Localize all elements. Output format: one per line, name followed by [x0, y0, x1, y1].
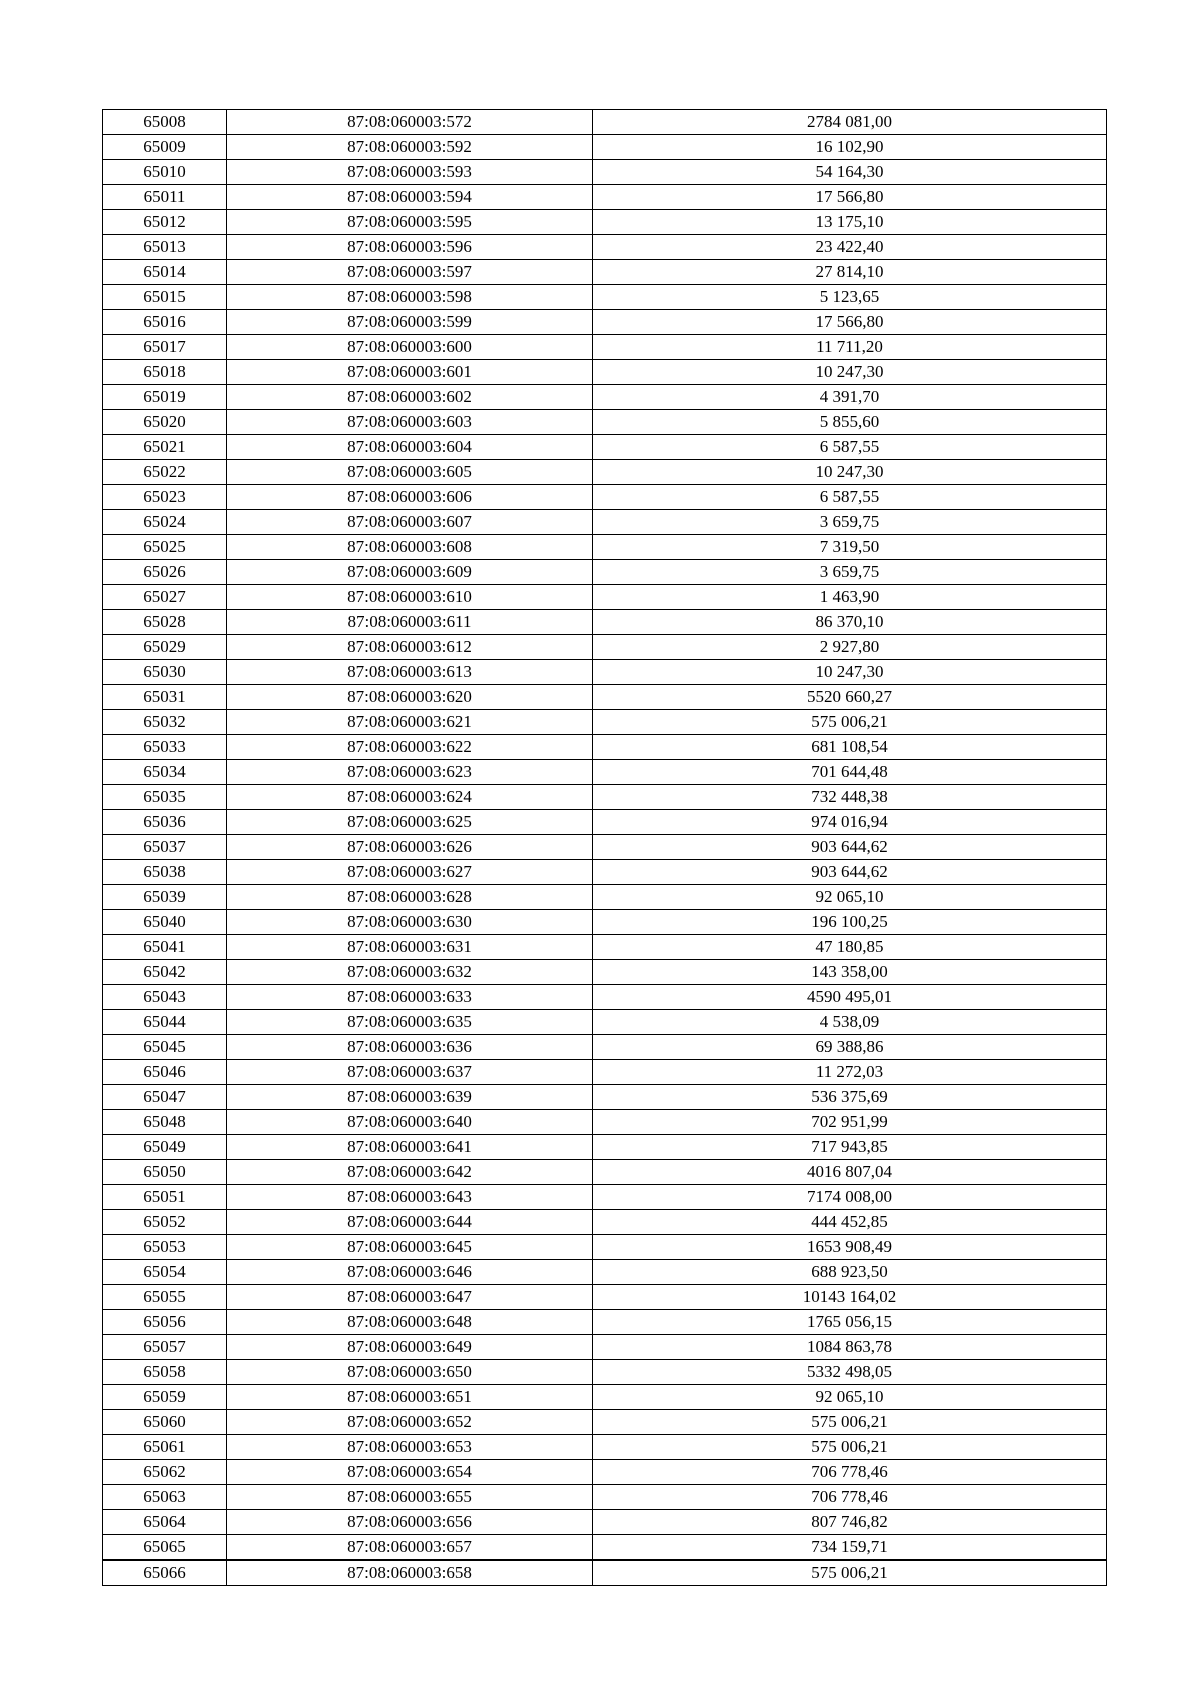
- cadastral-number-cell: 87:08:060003:646: [227, 1260, 593, 1285]
- table-row: [103, 1435, 1107, 1460]
- amount-cell: 4016 807,04: [593, 1160, 1107, 1185]
- amount-cell: 575 006,21: [593, 1410, 1107, 1435]
- table-row: [103, 810, 1107, 835]
- table-row: [103, 635, 1107, 660]
- row-number-cell: 65032: [103, 710, 227, 735]
- cadastral-number-cell: 87:08:060003:644: [227, 1210, 593, 1235]
- amount-cell: 1084 863,78: [593, 1335, 1107, 1360]
- amount-cell: 13 175,10: [593, 210, 1107, 235]
- row-number-cell: 65057: [103, 1335, 227, 1360]
- table-row: [103, 1535, 1107, 1561]
- row-number-cell: 65014: [103, 260, 227, 285]
- table-row: [103, 1160, 1107, 1185]
- cadastral-number-cell: 87:08:060003:642: [227, 1160, 593, 1185]
- row-number-cell: 65038: [103, 860, 227, 885]
- row-number-cell: 65010: [103, 160, 227, 185]
- amount-cell: 3 659,75: [593, 560, 1107, 585]
- amount-cell: 10 247,30: [593, 360, 1107, 385]
- row-number-cell: 65030: [103, 660, 227, 685]
- amount-cell: 702 951,99: [593, 1110, 1107, 1135]
- row-number-cell: 65052: [103, 1210, 227, 1235]
- cadastral-number-cell: 87:08:060003:626: [227, 835, 593, 860]
- cadastral-number-cell: 87:08:060003:633: [227, 985, 593, 1010]
- amount-cell: 688 923,50: [593, 1260, 1107, 1285]
- amount-cell: 1765 056,15: [593, 1310, 1107, 1335]
- cadastral-number-cell: 87:08:060003:606: [227, 485, 593, 510]
- table-row: [103, 210, 1107, 235]
- table-row: [103, 260, 1107, 285]
- row-number-cell: 65021: [103, 435, 227, 460]
- row-number-cell: 65012: [103, 210, 227, 235]
- amount-cell: 5332 498,05: [593, 1360, 1107, 1385]
- table-row: [103, 710, 1107, 735]
- row-number-cell: 65046: [103, 1060, 227, 1085]
- cadastral-number-cell: 87:08:060003:636: [227, 1035, 593, 1060]
- table-row: [103, 410, 1107, 435]
- row-number-cell: 65017: [103, 335, 227, 360]
- row-number-cell: 65028: [103, 610, 227, 635]
- row-number-cell: 65050: [103, 1160, 227, 1185]
- row-number-cell: 65053: [103, 1235, 227, 1260]
- cadastral-number-cell: 87:08:060003:624: [227, 785, 593, 810]
- row-number-cell: 65023: [103, 485, 227, 510]
- row-number-cell: 65020: [103, 410, 227, 435]
- amount-cell: 717 943,85: [593, 1135, 1107, 1160]
- cadastral-number-cell: 87:08:060003:641: [227, 1135, 593, 1160]
- row-number-cell: 65026: [103, 560, 227, 585]
- row-number-cell: 65055: [103, 1285, 227, 1310]
- cadastral-number-cell: 87:08:060003:594: [227, 185, 593, 210]
- table-row: [103, 1335, 1107, 1360]
- amount-cell: 47 180,85: [593, 935, 1107, 960]
- cadastral-number-cell: 87:08:060003:601: [227, 360, 593, 385]
- amount-cell: 11 711,20: [593, 335, 1107, 360]
- table-row: [103, 460, 1107, 485]
- table-row: [103, 360, 1107, 385]
- amount-cell: 4590 495,01: [593, 985, 1107, 1010]
- table-row: [103, 1310, 1107, 1335]
- cadastral-number-cell: 87:08:060003:608: [227, 535, 593, 560]
- table-row: [103, 560, 1107, 585]
- amount-cell: 69 388,86: [593, 1035, 1107, 1060]
- row-number-cell: 65013: [103, 235, 227, 260]
- cadastral-number-cell: 87:08:060003:595: [227, 210, 593, 235]
- row-number-cell: 65034: [103, 760, 227, 785]
- amount-cell: 16 102,90: [593, 135, 1107, 160]
- table-row: [103, 1460, 1107, 1485]
- row-number-cell: 65065: [103, 1535, 227, 1561]
- amount-cell: 4 538,09: [593, 1010, 1107, 1035]
- cadastral-number-cell: 87:08:060003:645: [227, 1235, 593, 1260]
- row-number-cell: 65062: [103, 1460, 227, 1485]
- cadastral-number-cell: 87:08:060003:654: [227, 1460, 593, 1485]
- table-row: [103, 885, 1107, 910]
- cadastral-number-cell: 87:08:060003:648: [227, 1310, 593, 1335]
- row-number-cell: 65015: [103, 285, 227, 310]
- cadastral-number-cell: 87:08:060003:627: [227, 860, 593, 885]
- amount-cell: 10 247,30: [593, 460, 1107, 485]
- row-number-cell: 65008: [103, 110, 227, 135]
- amount-cell: 143 358,00: [593, 960, 1107, 985]
- amount-cell: 536 375,69: [593, 1085, 1107, 1110]
- row-number-cell: 65027: [103, 585, 227, 610]
- cadastral-number-cell: 87:08:060003:631: [227, 935, 593, 960]
- cadastral-number-cell: 87:08:060003:604: [227, 435, 593, 460]
- table-row: [103, 335, 1107, 360]
- table-row: [103, 1235, 1107, 1260]
- row-number-cell: 65045: [103, 1035, 227, 1060]
- table-row: [103, 785, 1107, 810]
- cadastral-number-cell: 87:08:060003:596: [227, 235, 593, 260]
- row-number-cell: 65064: [103, 1510, 227, 1535]
- cadastral-number-cell: 87:08:060003:655: [227, 1485, 593, 1510]
- cadastral-number-cell: 87:08:060003:630: [227, 910, 593, 935]
- amount-cell: 5520 660,27: [593, 685, 1107, 710]
- table-row: [103, 1210, 1107, 1235]
- amount-cell: 706 778,46: [593, 1460, 1107, 1485]
- cadastral-number-cell: 87:08:060003:657: [227, 1535, 593, 1561]
- table-row: [103, 1410, 1107, 1435]
- row-number-cell: 65061: [103, 1435, 227, 1460]
- row-number-cell: 65019: [103, 385, 227, 410]
- table-row: [103, 185, 1107, 210]
- table-row: [103, 660, 1107, 685]
- row-number-cell: 65037: [103, 835, 227, 860]
- cadastral-number-cell: 87:08:060003:610: [227, 585, 593, 610]
- cadastral-number-cell: 87:08:060003:611: [227, 610, 593, 635]
- table-row: [103, 535, 1107, 560]
- row-number-cell: 65056: [103, 1310, 227, 1335]
- row-number-cell: 65031: [103, 685, 227, 710]
- amount-cell: 734 159,71: [593, 1535, 1107, 1561]
- cadastral-number-cell: 87:08:060003:649: [227, 1335, 593, 1360]
- table-row: [103, 285, 1107, 310]
- cadastral-number-cell: 87:08:060003:651: [227, 1385, 593, 1410]
- amount-cell: 27 814,10: [593, 260, 1107, 285]
- cadastral-number-cell: 87:08:060003:620: [227, 685, 593, 710]
- table-row: [103, 760, 1107, 785]
- cadastral-number-cell: 87:08:060003:622: [227, 735, 593, 760]
- table-row: [103, 1260, 1107, 1285]
- cadastral-number-cell: 87:08:060003:598: [227, 285, 593, 310]
- cadastral-number-cell: 87:08:060003:653: [227, 1435, 593, 1460]
- row-number-cell: 65018: [103, 360, 227, 385]
- amount-cell: 10 247,30: [593, 660, 1107, 685]
- row-number-cell: 65060: [103, 1410, 227, 1435]
- cadastral-number-cell: 87:08:060003:658: [227, 1560, 593, 1586]
- table-row: [103, 435, 1107, 460]
- row-number-cell: 65009: [103, 135, 227, 160]
- data-table: [102, 109, 1107, 1586]
- table-row: [103, 1510, 1107, 1535]
- amount-cell: 701 644,48: [593, 760, 1107, 785]
- table-row: [103, 1010, 1107, 1035]
- cadastral-number-cell: 87:08:060003:609: [227, 560, 593, 585]
- cadastral-number-cell: 87:08:060003:647: [227, 1285, 593, 1310]
- table-row: [103, 935, 1107, 960]
- amount-cell: 4 391,70: [593, 385, 1107, 410]
- row-number-cell: 65054: [103, 1260, 227, 1285]
- row-number-cell: 65047: [103, 1085, 227, 1110]
- cadastral-number-cell: 87:08:060003:621: [227, 710, 593, 735]
- table-row: [103, 160, 1107, 185]
- row-number-cell: 65063: [103, 1485, 227, 1510]
- cadastral-number-cell: 87:08:060003:640: [227, 1110, 593, 1135]
- cadastral-number-cell: 87:08:060003:637: [227, 1060, 593, 1085]
- cadastral-number-cell: 87:08:060003:603: [227, 410, 593, 435]
- table-row: [103, 735, 1107, 760]
- amount-cell: 2 927,80: [593, 635, 1107, 660]
- cadastral-number-cell: 87:08:060003:592: [227, 135, 593, 160]
- table-row: [103, 385, 1107, 410]
- amount-cell: 5 123,65: [593, 285, 1107, 310]
- row-number-cell: 65040: [103, 910, 227, 935]
- table-row: [103, 910, 1107, 935]
- amount-cell: 575 006,21: [593, 710, 1107, 735]
- amount-cell: 7174 008,00: [593, 1185, 1107, 1210]
- cadastral-number-cell: 87:08:060003:625: [227, 810, 593, 835]
- cadastral-number-cell: 87:08:060003:643: [227, 1185, 593, 1210]
- table-row: [103, 1485, 1107, 1510]
- amount-cell: 681 108,54: [593, 735, 1107, 760]
- cadastral-number-cell: 87:08:060003:623: [227, 760, 593, 785]
- table-row: [103, 310, 1107, 335]
- row-number-cell: 65016: [103, 310, 227, 335]
- amount-cell: 706 778,46: [593, 1485, 1107, 1510]
- cadastral-number-cell: 87:08:060003:652: [227, 1410, 593, 1435]
- amount-cell: 17 566,80: [593, 310, 1107, 335]
- amount-cell: 6 587,55: [593, 485, 1107, 510]
- row-number-cell: 65049: [103, 1135, 227, 1160]
- amount-cell: 444 452,85: [593, 1210, 1107, 1235]
- table-row: [103, 985, 1107, 1010]
- row-number-cell: 65025: [103, 535, 227, 560]
- cadastral-number-cell: 87:08:060003:639: [227, 1085, 593, 1110]
- amount-cell: 86 370,10: [593, 610, 1107, 635]
- amount-cell: 1 463,90: [593, 585, 1107, 610]
- cadastral-number-cell: 87:08:060003:600: [227, 335, 593, 360]
- table-row: [103, 1085, 1107, 1110]
- amount-cell: 3 659,75: [593, 510, 1107, 535]
- table-row: [103, 960, 1107, 985]
- amount-cell: 1653 908,49: [593, 1235, 1107, 1260]
- table-row: [103, 235, 1107, 260]
- table-row: [103, 110, 1107, 135]
- table-row: [103, 510, 1107, 535]
- table-row: [103, 1035, 1107, 1060]
- amount-cell: 575 006,21: [593, 1435, 1107, 1460]
- table-row: [103, 860, 1107, 885]
- amount-cell: 903 644,62: [593, 835, 1107, 860]
- cadastral-number-cell: 87:08:060003:599: [227, 310, 593, 335]
- cadastral-number-cell: 87:08:060003:602: [227, 385, 593, 410]
- cadastral-number-cell: 87:08:060003:572: [227, 110, 593, 135]
- amount-cell: 54 164,30: [593, 160, 1107, 185]
- table-row: [103, 585, 1107, 610]
- row-number-cell: 65066: [103, 1560, 227, 1586]
- row-number-cell: 65029: [103, 635, 227, 660]
- row-number-cell: 65043: [103, 985, 227, 1010]
- cadastral-number-cell: 87:08:060003:593: [227, 160, 593, 185]
- table-row: [103, 485, 1107, 510]
- amount-cell: 17 566,80: [593, 185, 1107, 210]
- amount-cell: 2784 081,00: [593, 110, 1107, 135]
- amount-cell: 6 587,55: [593, 435, 1107, 460]
- row-number-cell: 65039: [103, 885, 227, 910]
- cadastral-number-cell: 87:08:060003:656: [227, 1510, 593, 1535]
- row-number-cell: 65048: [103, 1110, 227, 1135]
- row-number-cell: 65011: [103, 185, 227, 210]
- table-row: [103, 685, 1107, 710]
- table-row: [103, 1060, 1107, 1085]
- row-number-cell: 65024: [103, 510, 227, 535]
- amount-cell: 903 644,62: [593, 860, 1107, 885]
- row-number-cell: 65036: [103, 810, 227, 835]
- amount-cell: 732 448,38: [593, 785, 1107, 810]
- cadastral-number-cell: 87:08:060003:612: [227, 635, 593, 660]
- table-row: [103, 835, 1107, 860]
- row-number-cell: 65051: [103, 1185, 227, 1210]
- row-number-cell: 65042: [103, 960, 227, 985]
- cadastral-number-cell: 87:08:060003:605: [227, 460, 593, 485]
- cadastral-number-cell: 87:08:060003:635: [227, 1010, 593, 1035]
- amount-cell: 196 100,25: [593, 910, 1107, 935]
- table-row: [103, 1110, 1107, 1135]
- cadastral-number-cell: 87:08:060003:628: [227, 885, 593, 910]
- cadastral-number-cell: 87:08:060003:632: [227, 960, 593, 985]
- table-row: [103, 135, 1107, 160]
- table-body: [103, 110, 1107, 1586]
- cadastral-number-cell: 87:08:060003:613: [227, 660, 593, 685]
- row-number-cell: 65044: [103, 1010, 227, 1035]
- table-row: [103, 1360, 1107, 1385]
- row-number-cell: 65022: [103, 460, 227, 485]
- row-number-cell: 65059: [103, 1385, 227, 1410]
- amount-cell: 10143 164,02: [593, 1285, 1107, 1310]
- amount-cell: 11 272,03: [593, 1060, 1107, 1085]
- table-row: [103, 1385, 1107, 1410]
- table-row: [103, 1560, 1107, 1586]
- amount-cell: 92 065,10: [593, 1385, 1107, 1410]
- table-row: [103, 1135, 1107, 1160]
- table-row: [103, 1285, 1107, 1310]
- cadastral-number-cell: 87:08:060003:650: [227, 1360, 593, 1385]
- amount-cell: 7 319,50: [593, 535, 1107, 560]
- row-number-cell: 65033: [103, 735, 227, 760]
- amount-cell: 23 422,40: [593, 235, 1107, 260]
- row-number-cell: 65041: [103, 935, 227, 960]
- cadastral-number-cell: 87:08:060003:607: [227, 510, 593, 535]
- table-row: [103, 610, 1107, 635]
- row-number-cell: 65058: [103, 1360, 227, 1385]
- amount-cell: 974 016,94: [593, 810, 1107, 835]
- amount-cell: 5 855,60: [593, 410, 1107, 435]
- table-row: [103, 1185, 1107, 1210]
- amount-cell: 807 746,82: [593, 1510, 1107, 1535]
- row-number-cell: 65035: [103, 785, 227, 810]
- cadastral-number-cell: 87:08:060003:597: [227, 260, 593, 285]
- amount-cell: 575 006,21: [593, 1560, 1107, 1586]
- amount-cell: 92 065,10: [593, 885, 1107, 910]
